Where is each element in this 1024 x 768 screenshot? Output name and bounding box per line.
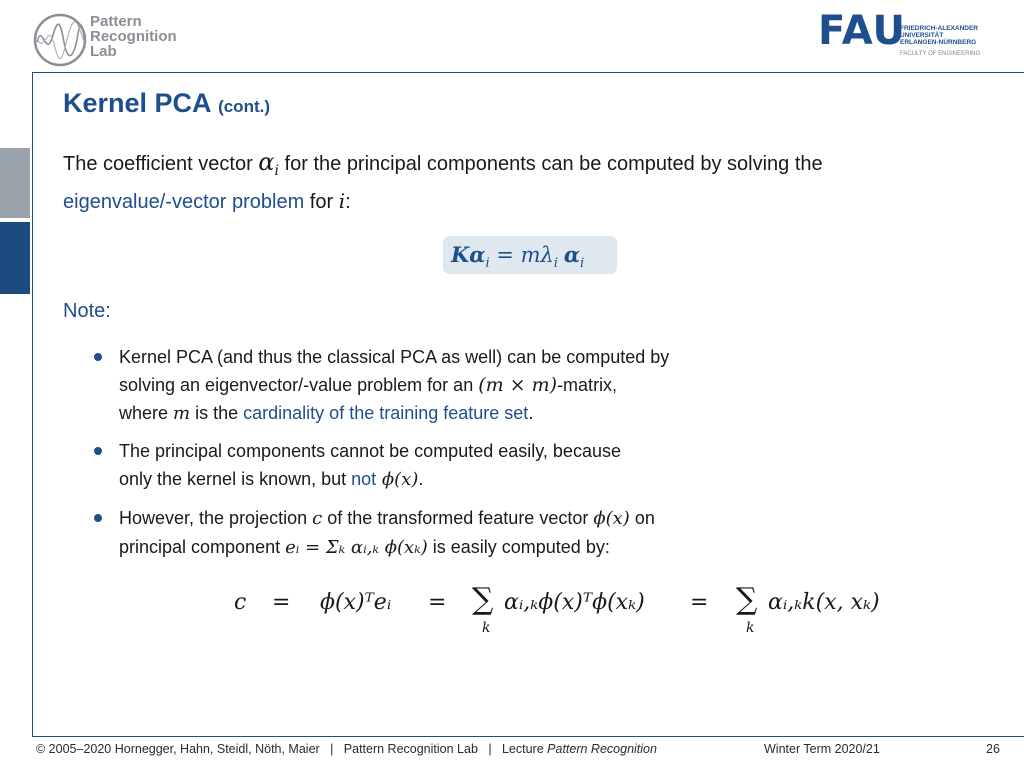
eq-sub: i (579, 256, 585, 272)
eq-sub: i (485, 256, 490, 272)
intro-text: : (345, 191, 351, 213)
lab-logo-text (90, 14, 177, 59)
footer-term: Winter Term 2020/21 (764, 742, 880, 756)
bullet-text: on (629, 508, 655, 528)
m-symbol: m (173, 403, 191, 424)
slide-title (63, 88, 270, 119)
bullet-text: principal component (119, 537, 286, 557)
bullet-dot (94, 514, 102, 522)
intro-paragraph (63, 147, 823, 217)
fau-university-line: ERLANGEN-NÜRNBERG (900, 39, 977, 46)
bullet-dot (94, 447, 102, 455)
bullet-text: -matrix, (557, 375, 618, 395)
bullet-line: The principal components cannot be computed easily, because (119, 441, 621, 461)
eq-c: c (234, 590, 247, 615)
projection-equation (228, 584, 928, 644)
bullet-2 (119, 437, 621, 494)
eigenvalue-problem-term: eigenvalue/-vector problem (63, 191, 305, 213)
fau-university-line: UNIVERSITÄT (900, 32, 944, 39)
c-symbol: c (312, 508, 323, 529)
frame-bottom-rule (32, 736, 1024, 737)
side-section-marker-blue (0, 222, 30, 294)
bullet-text: only the kernel is known, but (119, 469, 352, 489)
footer-page-number: 26 (986, 742, 1000, 756)
bullet-line: Kernel PCA (and thus the classical PCA as well) can be computed by (119, 347, 670, 367)
frame-left-rule (32, 72, 33, 736)
lab-logo-line: Pattern (90, 13, 142, 30)
bullet-1 (119, 343, 669, 428)
eq-lambda: λ (540, 243, 554, 267)
eq-K: K (451, 242, 470, 267)
eq-term-kernel: αᵢ,ₖk(x, xₖ) (768, 590, 880, 615)
bullet-text: However, the projection (119, 508, 313, 528)
slide-title-suffix: (cont.) (218, 97, 270, 116)
matrix-size-math: (m × m) (478, 374, 558, 396)
index-i: i (338, 189, 346, 213)
bullet-text: is easily computed by: (427, 537, 610, 557)
side-section-marker-grey (0, 148, 30, 218)
bullet-text: . (528, 403, 534, 423)
not-term: not (351, 469, 377, 489)
bullet-text: is the (190, 403, 244, 423)
eq-alpha: α (563, 242, 580, 267)
footer-credits (36, 742, 657, 756)
eq-m: m (520, 243, 541, 267)
phi-x-math: ϕ(x) (376, 469, 419, 490)
alpha-symbol: α (258, 148, 275, 176)
pattern-recognition-lab-logo-icon (32, 12, 88, 68)
eq-sum: ∑ (472, 582, 494, 617)
bullet-text: . (418, 469, 424, 489)
fau-logo (818, 8, 998, 64)
frame-top-rule (32, 72, 1024, 73)
eigenvector-math: eᵢ = Σₖ αᵢ,ₖ ϕ(xₖ) (285, 537, 428, 558)
footer-lecture-name: Pattern Recognition (547, 742, 657, 756)
alpha-subscript: i (274, 163, 279, 179)
intro-text: for (304, 191, 339, 213)
cardinality-term: cardinality of the training feature set (243, 403, 529, 423)
eq-equals: = (272, 590, 291, 615)
lab-logo-line: Recognition (90, 28, 177, 45)
eq-term-phi-e: ϕ(x)ᵀeᵢ (320, 590, 392, 615)
bullet-dot (94, 353, 102, 361)
eq-sum-index: k (482, 620, 491, 636)
eq-equals: = (428, 590, 447, 615)
eq-alpha: α (469, 242, 486, 267)
eq-sum: ∑ (736, 582, 758, 617)
eq-sum-index: k (746, 620, 755, 636)
eq-equals: = (489, 243, 521, 267)
fau-faculty: FACULTY OF ENGINEERING (900, 51, 981, 57)
lab-logo-line: Lab (90, 43, 117, 60)
footer-copyright: © 2005–2020 Hornegger, Hahn, Steidl, Nöth, Maier | Pattern Recognition Lab | Lecture (36, 742, 548, 756)
intro-text: for the principal components can be computed by solving the (279, 153, 823, 175)
fau-university-line: FRIEDRICH-ALEXANDER (900, 25, 978, 32)
slide-title-main: Kernel PCA (63, 88, 211, 118)
phi-x-math: ϕ(x) (593, 508, 630, 529)
bullet-3 (119, 504, 655, 562)
fau-wordmark: FAU (818, 8, 906, 54)
bullet-text: solving an eigenvector/-value problem for an (119, 375, 479, 395)
eq-sub: i (553, 256, 558, 272)
eq-equals: = (690, 590, 709, 615)
main-equation (451, 239, 584, 280)
note-label: Note: (63, 300, 111, 322)
intro-text: The coefficient vector (63, 153, 259, 175)
bullet-text: where (119, 403, 174, 423)
eq-term-alpha-phi: αᵢ,ₖϕ(x)ᵀϕ(xₖ) (504, 590, 645, 615)
bullet-text: of the transformed feature vector (322, 508, 594, 528)
